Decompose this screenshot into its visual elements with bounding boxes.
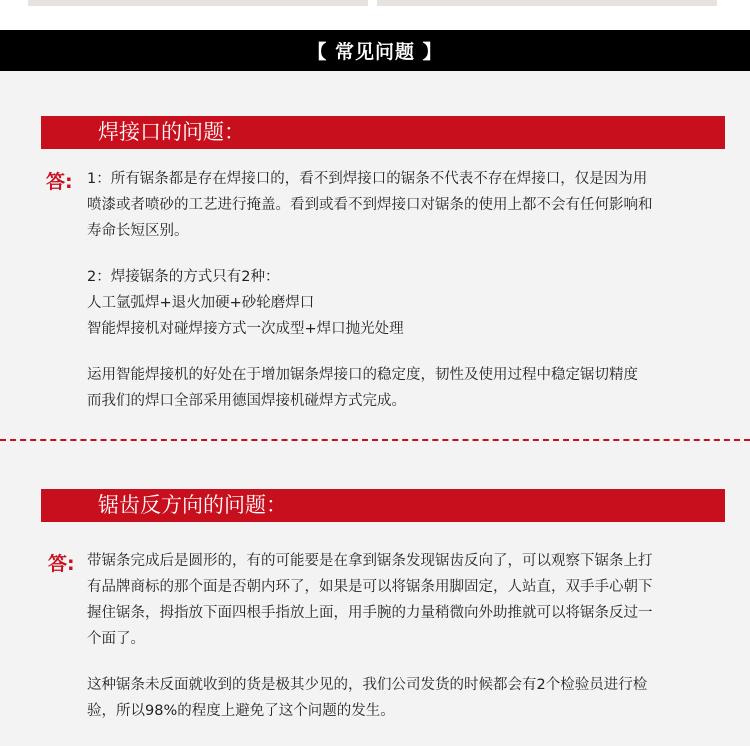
answer-paragraph: 这种锯条未反面就收到的货是极其少见的，我们公司发货的时候都会有2个检验员进行检 验，所以98%的程度上避免了这个问题的发生。 bbox=[87, 677, 648, 719]
section-heading-teeth-direction bbox=[41, 489, 725, 522]
answer-paragraph: 运用智能焊接机的好处在于增加锯条焊接口的稳定度，韧性及使用过程中稳定锯切精度 而我们的焊口全部采用德国焊接机碰焊方式完成。 bbox=[87, 367, 638, 409]
faq-banner bbox=[0, 30, 750, 71]
answer-paragraph: 带锯条完成后是圆形的，有的可能要是在拿到锯条发现锯齿反向了，可以观察下锯条上打 有品牌商标的那个面是否朝内环了，如果是可以将锯条用脚固定，人站直，双手手心朝下 握住锯条，拇指放下面四根手指放上面，用手腕的力量稍微向外助推就可以将锯条反过一 个面了。 bbox=[87, 553, 653, 647]
answer-label: 答: bbox=[48, 553, 75, 575]
dashed-divider bbox=[0, 439, 750, 441]
product-photo-right bbox=[377, 0, 717, 6]
answer-paragraph: 1：所有锯条都是存在焊接口的，看不到焊接口的锯条不代表不存在焊接口，仅是因为用 喷漆或者喷砂的工艺进行掩盖。看到或看不到焊接口对锯条的使用上都不会有任何影响和 寿命长短区别。 bbox=[87, 171, 653, 239]
section-heading-welding bbox=[41, 116, 725, 149]
section-heading-text: 锯齿反方向的问题： bbox=[98, 493, 287, 517]
answer-welding bbox=[87, 166, 727, 434]
answer-label: 答: bbox=[46, 171, 73, 193]
top-image-strip bbox=[0, 0, 750, 30]
section-heading-text: 焊接口的问题： bbox=[98, 120, 245, 144]
product-photo-left bbox=[28, 0, 368, 6]
faq-banner-title: 【 常见问题 】 bbox=[307, 41, 443, 63]
answer-paragraph: 2：焊接锯条的方式只有2种： 人工氩弧焊+退火加硬+砂轮磨焊口 智能焊接机对碰焊接方式一次成型+焊口抛光处理 bbox=[87, 269, 404, 337]
answer-teeth-direction bbox=[87, 548, 727, 744]
